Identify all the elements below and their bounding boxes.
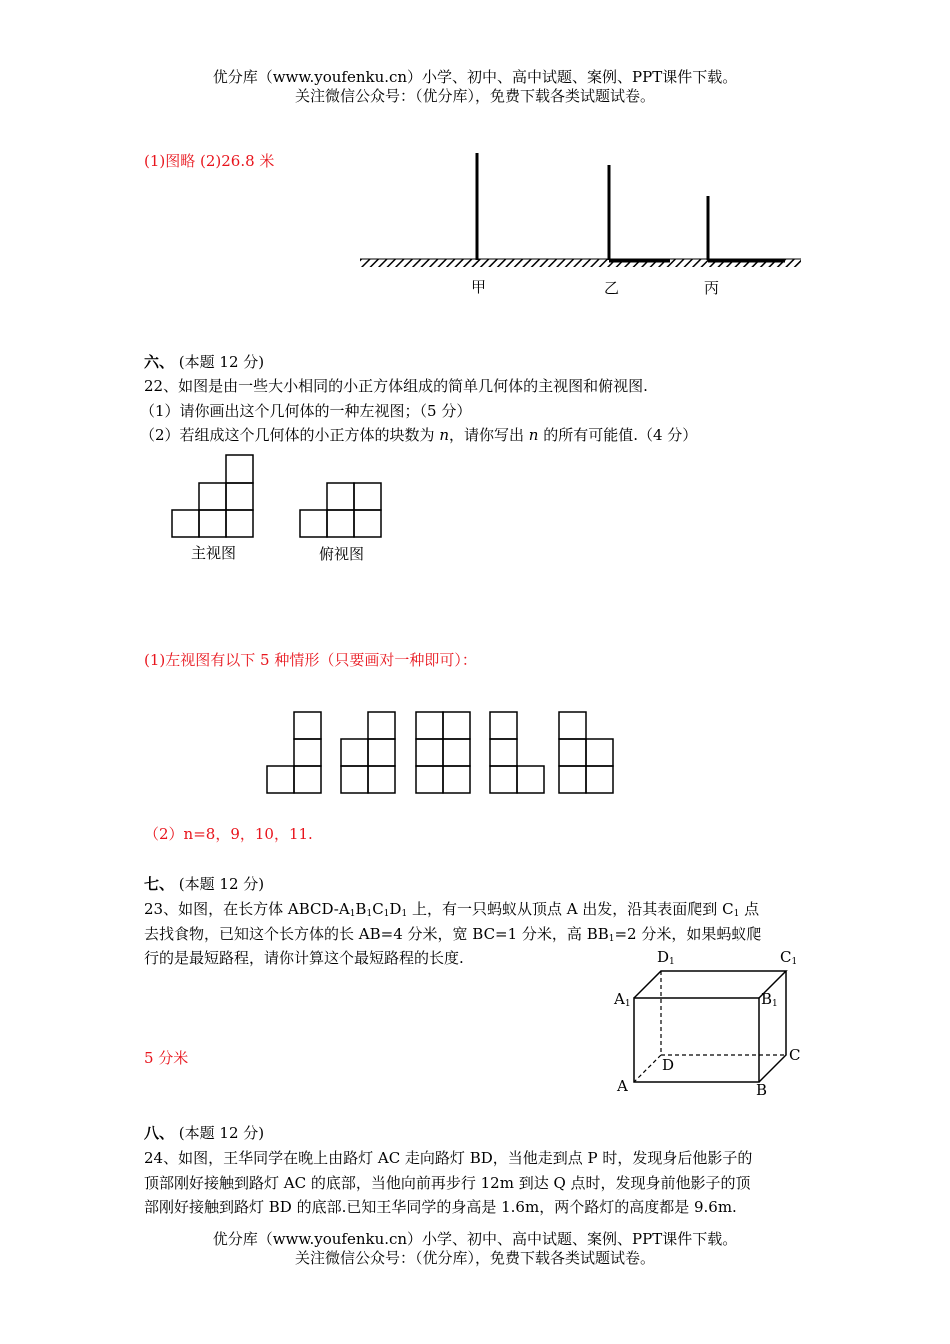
q22-answer2: （2）n=8，9，10，11. bbox=[144, 825, 313, 843]
vertex-b: B bbox=[756, 1081, 768, 1099]
q23-line1: 23、如图，在长方体 ABCD-$A_1B_1C_1D_1$ 上，有一只蚂蚁从顶点 A 出发，沿其表面爬到 $C_1$ 点 bbox=[144, 900, 760, 919]
section7-points: (本题 12 分) bbox=[178, 875, 265, 893]
cuboid-hidden-edges bbox=[634, 971, 786, 1082]
section8-heading bbox=[144, 1123, 264, 1143]
cuboid-front-face bbox=[634, 998, 759, 1082]
q22-line1: 22、如图是由一些大小相同的小正方体组成的简单几何体的主视图和俯视图. bbox=[144, 377, 648, 395]
page-header-line2: 关注微信公众号：（优分库），免费下载各类试题试卷。 bbox=[294, 87, 655, 105]
main-view-label: 主视图 bbox=[191, 544, 237, 562]
q23-line3: 行的是最短路程，请你计算这个最短路程的长度. bbox=[144, 949, 464, 967]
top-view-label: 俯视图 bbox=[319, 545, 365, 563]
q24-line3: 部刚好接触到路灯 BD 的底部.已知王华同学的身高是 1.6m，两个路灯的高度都是 9.6m. bbox=[144, 1198, 737, 1216]
vertex-a: A bbox=[617, 1077, 628, 1095]
vertex-b1: $B_1$ bbox=[761, 990, 778, 1009]
page-header-line1: 优分库（www.youfenku.cn）小学、初中、高中试题、案例、PPT课件下载。 bbox=[212, 68, 738, 86]
vertex-c1: $C_1$ bbox=[780, 948, 798, 967]
vertex-d: D bbox=[662, 1056, 675, 1074]
section6-points: (本题 12 分) bbox=[178, 353, 265, 371]
q23-answer: 5 分米 bbox=[144, 1049, 189, 1067]
label-jia: 甲 bbox=[471, 278, 487, 296]
q22-answer1: (1)左视图有以下 5 种情形（只要画对一种即可）： bbox=[144, 651, 477, 669]
section7-title: 七、 bbox=[144, 875, 175, 893]
page-footer-line2: 关注微信公众号：（优分库），免费下载各类试题试卷。 bbox=[294, 1249, 655, 1267]
vertex-c: C bbox=[789, 1046, 801, 1064]
vertex-d1: $D_1$ bbox=[657, 948, 675, 967]
q23-line2: 去找食物，已知这个长方体的长 AB=4 分米，宽 BC=1 分米，高 $BB_1=2$ 分米，如果蚂蚁爬 bbox=[144, 925, 762, 944]
label-bing: 丙 bbox=[704, 279, 720, 297]
cuboid-right-face bbox=[759, 971, 786, 1082]
section8-points: (本题 12 分) bbox=[178, 1124, 265, 1142]
q22-part2: （2）若组成这个几何体的小正方体的块数为 n，请你写出 n 的所有可能值.（4 分） bbox=[140, 426, 698, 444]
answer-21: (1)图略 (2)26.8 米 bbox=[144, 152, 275, 170]
section8-title: 八、 bbox=[144, 1124, 175, 1142]
q22-part1: （1）请你画出这个几何体的一种左视图；（5 分） bbox=[140, 402, 472, 420]
section6-title: 六、 bbox=[144, 353, 175, 371]
label-yi: 乙 bbox=[604, 279, 620, 297]
q24-line1: 24、如图，王华同学在晚上由路灯 AC 走向路灯 BD，当他走到点 P 时，发现身后他影子的 bbox=[144, 1149, 753, 1167]
q24-line2: 顶部刚好接触到路灯 AC 的底部，当他向前再步行 12m 到达 Q 点时，发现身前他影子的顶 bbox=[144, 1174, 751, 1192]
page-footer-line1: 优分库（www.youfenku.cn）小学、初中、高中试题、案例、PPT课件下载。 bbox=[212, 1230, 738, 1248]
vertex-a1: $A_1$ bbox=[614, 990, 631, 1009]
